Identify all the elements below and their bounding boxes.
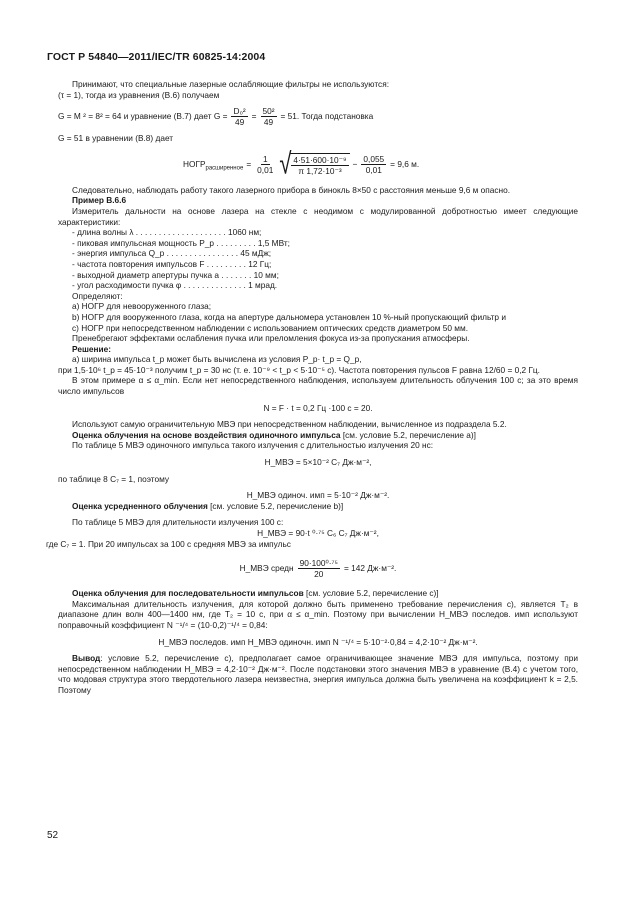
- fraction-denominator: 0,01: [365, 164, 382, 175]
- fraction-numerator: 90·100⁰·⁷⁵: [299, 558, 338, 569]
- list-item: - длина волны λ . . . . . . . . . . . . . . . . . . . . 1060 нм;: [72, 227, 262, 238]
- paragraph: В этом примере α ≤ α_min. Если нет непосредственного наблюдения, используем длительность облучения 100 с; за это время число импульсов: [58, 375, 578, 397]
- conclusion-paragraph: Вывод: условие 5.2, перечисление с), предполагает самое ограничивающее значение МВЭ для импульса, поэтому при непосредственном наблюдении Н_МВЭ = 4,2·10⁻² Дж·м⁻². После подстановки этого значения МВЭ в уравнение (В.4) с учетом того, что модовая структура этого твердотельного лазера неизвестна, энергия импульса должна быть увеличена на коэффициент k = 2,5. Поэтому: [58, 653, 578, 695]
- paragraph: a) НОГР для невооруженного глаза;: [72, 301, 212, 312]
- page-header: ГОСТ Р 54840—2011/IEC/TR 60825-14:2004: [47, 51, 266, 63]
- paragraph: b) НОГР для вооруженного глаза, когда на апертуре дальномера установлен 10 %-ный пропускающий фильтр и: [72, 311, 506, 322]
- paragraph: G = 51 в уравнении (В.8) дает: [58, 133, 174, 144]
- list-item: - частота повторения импульсов F . . . . . . . . . 12 Гц;: [72, 258, 272, 269]
- equation-lhs: Н_МВЭ средн: [239, 563, 294, 574]
- fraction-denominator: 20: [314, 569, 324, 580]
- paragraph: По таблице 5 МВЭ для длительности излучения 100 с:: [72, 517, 284, 528]
- equation-g: [58, 106, 578, 127]
- fraction: [261, 106, 277, 127]
- square-root: [279, 146, 349, 181]
- fraction: [361, 154, 386, 175]
- equation-mve-single: Н_МВЭ одиноч. имп = 5·10⁻² Дж·м⁻².: [246, 490, 390, 501]
- fraction-denominator: 0,01: [257, 164, 274, 175]
- equation-mve-series: Н_МВЭ последов. имп Н_МВЭ одиночн. имп N ⁻¹/⁴ = 5·10⁻²·0,84 = 4,2·10⁻² Дж·м⁻².: [158, 636, 478, 647]
- paragraph: Пренебрегают эффектами ослабления пучка или преломления фокуса из-за пропускания атмосферы.: [72, 333, 470, 344]
- section-heading: Оценка облучения для последовательности импульсов [см. условие 5.2, перечисление с)]: [72, 588, 439, 599]
- fraction: [231, 106, 247, 127]
- page-number: 52: [47, 830, 59, 841]
- solution-title: Решение:: [72, 343, 111, 354]
- paragraph: (τ = 1), тогда из уравнения (В.6) получаем: [58, 89, 220, 100]
- equation-part: = 9,6 м.: [390, 158, 420, 169]
- fraction: [291, 155, 348, 176]
- equation-mve: Н_МВЭ = 5×10⁻² С₇ Дж·м⁻²,: [264, 457, 372, 468]
- characteristics-list: [58, 227, 578, 291]
- paragraph: где С₇ = 1. При 20 импульсах за 100 с средняя МВЭ за импульс: [46, 538, 291, 549]
- equation-part: = 142 Дж·м⁻².: [343, 563, 397, 574]
- fraction-numerator: D₀²: [233, 106, 246, 117]
- fraction-denominator: 49: [234, 117, 245, 128]
- section-heading: Оценка усредненного облучения [см. условие 5.2, перечисление b)]: [72, 500, 344, 511]
- fraction-denominator: π 1,72·10⁻³: [298, 165, 342, 176]
- equation-part: G = M ² = 8² = 64 и уравнение (В.7) дает G =: [58, 111, 228, 122]
- paragraph: Используют самую ограничительную МВЭ при непосредственном наблюдении, вычисленное из подраздела 5.2.: [72, 419, 507, 430]
- section-heading: Оценка облучения на основе воздействия одиночного импульса [см. условие 5.2, перечисление а)]: [72, 429, 476, 440]
- example-title: Пример В.6.6: [72, 195, 127, 206]
- equation-n: N = F · t = 0,2 Гц ·100 с = 20.: [263, 402, 373, 413]
- fraction-numerator: 1: [262, 153, 268, 164]
- list-item: - выходной диаметр апертуры пучка a . . . . . . . 10 мм;: [72, 269, 279, 280]
- list-item: - энергия импульса Q_p . . . . . . . . . . . . . . . . 45 мДж;: [72, 248, 272, 259]
- equation-part: = 51. Тогда подстановка: [280, 111, 374, 122]
- equation-part: =: [246, 158, 252, 169]
- paragraph: Измеритель дальности на основе лазера на стекле с неодимом с модулированной добротностью имеет следующие характеристики:: [58, 205, 578, 227]
- paragraph: По таблице 5 МВЭ одиночного импульса такого излучения с длительностью излучения 20 нс:: [72, 440, 434, 451]
- fraction: [298, 558, 340, 579]
- fraction-denominator: 49: [263, 117, 274, 128]
- paragraph: Максимальная длительность излучения, для которой должно быть применено требование перечисления с), является T₂ в диапазоне длин волн 400—1400 нм, где T₂ = 10 с, при α ≤ α_min. Поэтому при вычислении Н_МВЭ последов. имп используют поправочный коэффициент N ⁻¹/⁴ = (10·0,2)⁻¹/⁴ = 0,84:: [58, 598, 578, 630]
- paragraph: при 1,5·10⁶ t_p = 45·10⁻³ получим t_p = 30 нс (т. е. 10⁻⁹ < t_p < 5·10⁻⁵ с). Частота повторения пульсов F равна 12/60 = 0,2 Гц.: [58, 364, 540, 375]
- page-content: [46, 79, 578, 696]
- fraction: [255, 154, 275, 175]
- equation-lhs: $НОГР_{расширенное}$: [183, 158, 244, 172]
- equation-mve-mean: [58, 558, 578, 579]
- fraction-numerator: 0,055: [363, 153, 385, 164]
- paragraph: Определяют:: [72, 290, 123, 301]
- equation-nogr: [58, 146, 578, 181]
- equation-part: −: [352, 158, 358, 169]
- fraction-numerator: 50²: [262, 106, 275, 117]
- list-item: - пиковая импульсная мощность P_p . . . . . . . . . 1,5 МВт;: [72, 237, 290, 248]
- paragraph: Следовательно, наблюдать работу такого лазерного прибора в бинокль 8×50 с расстояния меньше 9,6 м опасно.: [72, 184, 511, 195]
- equation-mve-avg: Н_МВЭ = 90·t ⁰·⁷⁵ С₆ С₇ Дж·м⁻²,: [257, 528, 379, 538]
- paragraph: а) ширина импульса t_p может быть вычислена из условия P_p· t_p = Q_p,: [72, 354, 362, 365]
- paragraph: c) НОГР при непосредственном наблюдении с использованием оптических средств диаметром 50 мм.: [72, 322, 468, 333]
- paragraph: Принимают, что специальные лазерные ослабляющие фильтры не используются:: [72, 79, 389, 89]
- fraction-numerator: 4·51·600·10⁻⁹: [293, 154, 347, 165]
- equation-part: =: [251, 111, 257, 122]
- paragraph: по таблице 8 С₇ = 1, поэтому: [58, 473, 170, 484]
- list-item: - угол расходимости пучка φ . . . . . . . . . . . . . . 1 мрад.: [72, 280, 278, 291]
- radical-sign: √: [279, 146, 292, 181]
